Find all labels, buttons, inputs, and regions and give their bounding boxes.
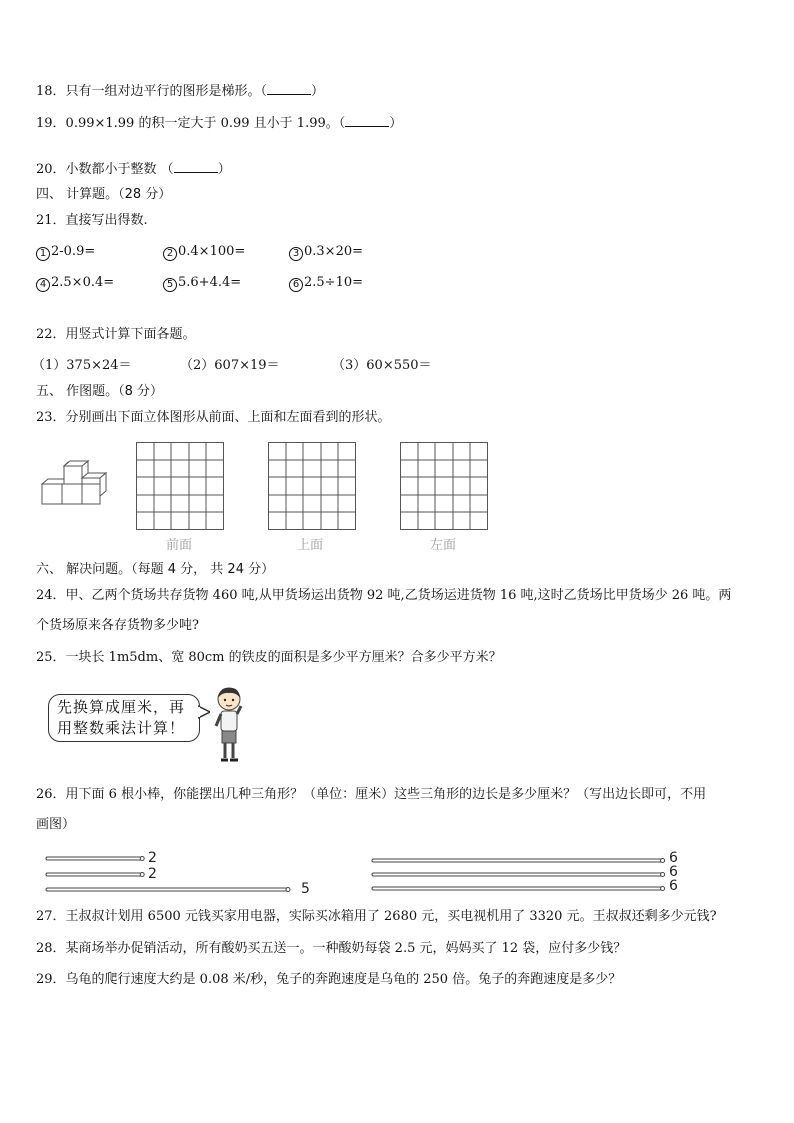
stick xyxy=(46,888,289,891)
top-view-grid[interactable] xyxy=(268,442,356,530)
front-view-grid[interactable] xyxy=(136,442,224,530)
question-26-line-2: 画图） xyxy=(36,817,76,832)
speech-bubble xyxy=(48,694,200,742)
calc-item xyxy=(163,274,241,292)
stick-end xyxy=(661,873,665,877)
question-22-title: 22．用竖式计算下面各题。 xyxy=(36,327,196,342)
bubble-line-1: 先换算成厘米，再 xyxy=(57,698,186,716)
question-18 xyxy=(36,82,324,101)
calc-expr: 2-0.9= xyxy=(51,244,96,259)
vertical-calc-item: （2）607×19＝ xyxy=(180,358,280,373)
question-25: 25．一块长 1m5dm、宽 80cm 的铁皮的面积是多少平方厘米？合多少平方米？ xyxy=(36,650,502,665)
stick-end xyxy=(661,859,665,863)
stick xyxy=(372,887,664,890)
question-29: 29．乌龟的爬行速度大约是 0.08 米/秒，兔子的奔跑速度是乌龟的 250 倍。兔子的奔跑速度是多少？ xyxy=(36,972,622,987)
calc-expr: 5.6+4.4= xyxy=(178,275,242,290)
question-23-title: 23．分别画出下面立体图形从前面、上面和左面看到的形状。 xyxy=(36,410,391,425)
calc-item xyxy=(36,243,95,261)
left-sticks-group xyxy=(44,851,300,895)
question-20-text: 20．小数都小于整数 （ xyxy=(36,162,174,177)
section-6-heading: 六、 解决问题。（每题 4 分， 共 24 分） xyxy=(36,562,275,577)
stick-end xyxy=(140,857,144,861)
stick xyxy=(372,859,664,862)
question-19 xyxy=(36,114,402,133)
stick-length-label: 6 xyxy=(669,878,678,894)
cube-figure xyxy=(40,456,108,508)
question-21-title: 21．直接写出得数. xyxy=(36,213,148,228)
paren-close: ） xyxy=(389,116,403,131)
circled-number: 4 xyxy=(36,278,50,292)
question-18-text: 18．只有一组对边平行的图形是梯形。（ xyxy=(36,84,268,99)
question-20 xyxy=(36,160,231,179)
left-view-grid[interactable] xyxy=(400,442,488,530)
stick-length-label: 5 xyxy=(301,881,310,897)
question-24-line-2: 个货场原来各存货物多少吨? xyxy=(36,618,199,633)
calc-expr: 2.5÷10= xyxy=(304,275,364,290)
question-26-line-1: 26．用下面 6 根小棒，你能摆出几种三角形？（单位：厘米）这些三角形的边长是多少厘米？（写出边长即可，不用 xyxy=(36,787,707,802)
stick-end xyxy=(661,887,665,891)
left-view-label: 左面 xyxy=(430,538,457,553)
stick-end xyxy=(286,888,290,892)
bubble-line-2: 用整数乘法计算！ xyxy=(57,719,186,737)
vertical-calc-item: （1）375×24＝ xyxy=(32,358,132,373)
top-view-label: 上面 xyxy=(297,538,324,553)
circled-number: 2 xyxy=(163,247,177,261)
stick-length-label: 6 xyxy=(669,850,678,866)
stick xyxy=(372,873,664,876)
question-27: 27．王叔叔计划用 6500 元钱买家用电器，实际买冰箱用了 2680 元，买电视机用了 3320 元。王叔叔还剩多少元钱? xyxy=(36,909,717,924)
question-24-line-1: 24．甲、乙两个货场共存货物 460 吨,从甲货场运出货物 92 吨,乙货场运进货物 16 吨,这时乙货场比甲货场少 26 吨。两 xyxy=(36,588,732,603)
calc-expr: 0.4×100= xyxy=(178,244,246,259)
boy-illustration-icon xyxy=(212,686,246,766)
calc-expr: 0.3×20= xyxy=(304,244,364,259)
calc-expr: 2.5×0.4= xyxy=(51,275,115,290)
circled-number: 6 xyxy=(289,278,303,292)
calc-item xyxy=(289,274,363,292)
bubble-tail xyxy=(198,704,210,720)
stick-length-label: 2 xyxy=(148,866,157,882)
calc-item xyxy=(36,274,114,292)
vertical-calc-item: （3）60×550＝ xyxy=(332,358,432,373)
front-view-label: 前面 xyxy=(166,538,193,553)
circled-number: 5 xyxy=(163,278,177,292)
answer-blank[interactable] xyxy=(267,82,311,95)
stick-end xyxy=(140,873,144,877)
stick xyxy=(46,857,143,860)
answer-blank[interactable] xyxy=(345,114,389,127)
stick-length-label: 2 xyxy=(148,850,157,866)
circled-number: 3 xyxy=(289,247,303,261)
question-28: 28．某商场举办促销活动，所有酸奶买五送一。一种酸奶每袋 2.5 元，妈妈买了 12 袋，应付多少钱？ xyxy=(36,941,627,956)
answer-blank[interactable] xyxy=(174,160,218,173)
stick xyxy=(46,873,143,876)
right-sticks-group xyxy=(370,851,670,895)
section-5-heading: 五、 作图题。（8 分） xyxy=(36,384,164,399)
stick-length-label: 6 xyxy=(669,864,678,880)
section-4-heading: 四、 计算题。（28 分） xyxy=(36,187,172,202)
calc-item xyxy=(289,243,363,261)
calc-item xyxy=(163,243,245,261)
paren-close: ） xyxy=(311,84,325,99)
question-19-text: 19．0.99×1.99 的积一定大于 0.99 且小于 1.99。（ xyxy=(36,116,346,131)
circled-number: 1 xyxy=(36,247,50,261)
paren-close: ） xyxy=(217,162,231,177)
